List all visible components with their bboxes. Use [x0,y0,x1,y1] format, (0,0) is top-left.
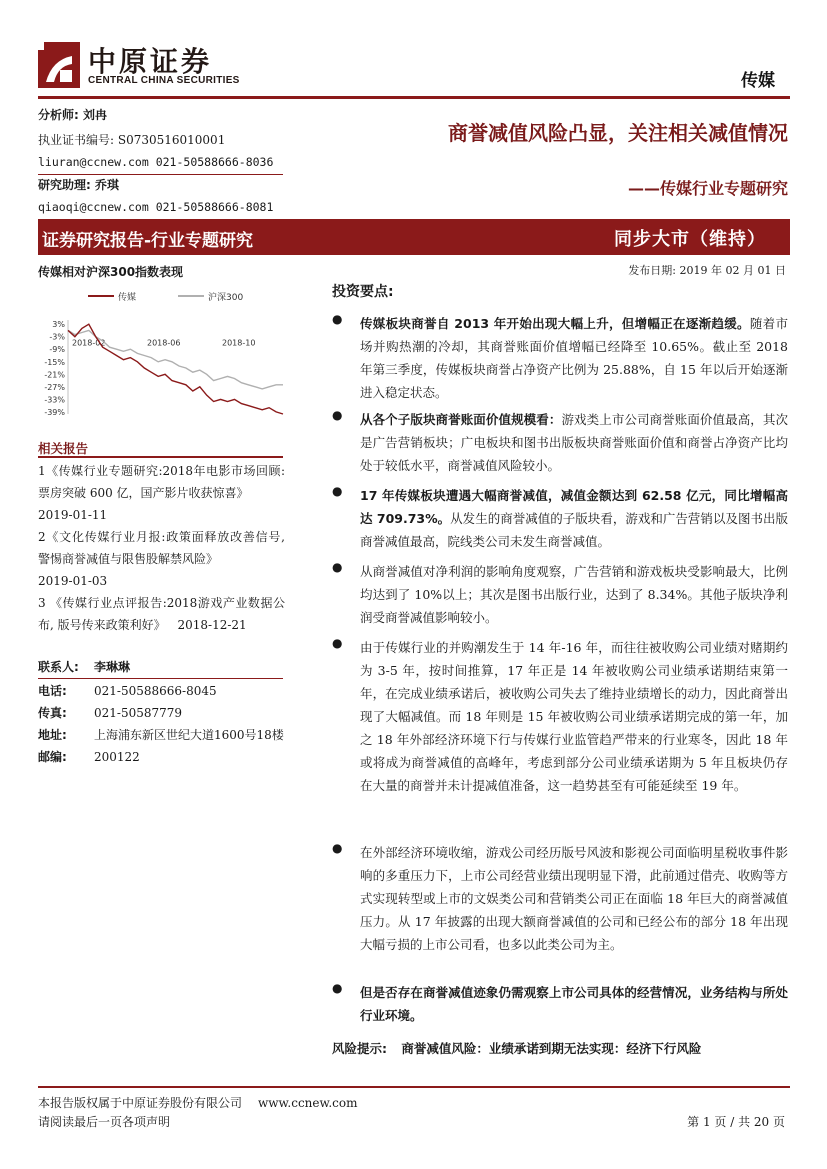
related-item-1[interactable] [38,460,285,526]
analyst-contact: liuran@ccnew.com 021-50588666-8036 [38,155,274,169]
y-tick-label: -15% [44,357,65,367]
publish-date: 发布日期: 2019 年 02 月 01 日 [628,264,786,277]
report-banner [38,219,790,255]
related-item-2[interactable] [38,526,285,592]
performance-chart [38,282,288,422]
related-item-3[interactable] [38,592,285,636]
rating: 同步大市（维持） [614,229,766,250]
footer-notice: 请阅读最后一页各项声明 [38,1115,171,1129]
legend-label: 传媒 [118,293,137,303]
contact-tel: 电话: 021-50588666-8045 [38,684,217,698]
analyst-cert: 执业证书编号: S0730516010001 [38,133,226,147]
contact-zip: 邮编: 200122 [38,750,140,764]
invest-heading: 投资要点: [332,284,394,300]
analyst-name: 分析师: 刘冉 [38,108,107,122]
related-item-date: 2018-12-21 [177,618,247,632]
report-title: 商誉减值风险凸显，关注相关减值情况 [448,121,788,145]
related-item-text: 1《传媒行业专题研究:2018年电影市场回顾: 票房突破 600 亿，国产影片收获惊喜》 [38,464,285,500]
y-tick-label: -9% [49,345,65,355]
risk-items: 商誉减值风险：业绩承诺到期无法实现：经济下行风险 [401,1041,702,1056]
x-tick-label: 2018-02 [72,338,106,348]
contact-fax: 传真: 021-50587779 [38,706,183,720]
company-logo-icon [38,42,80,88]
bullet-2: ● 从各个子版块商誉账面价值规模看：游戏类上市公司商誉账面价值最高，其次是广告营销板块；广电板块和图书出版板块商誉账面价值和商誉占净资产比均处于较低水平，商誉减值风险较小。 [332,408,788,473]
bullet-4: ● 从商誉减值对净利润的影响角度观察，广告营销和游戏板块受影响最大，比例均达到了 10%以上；其次是图书出版行业，达到了 8.34%。其他子版块净利润受商誉减值影响较小。 [332,560,788,625]
bullet-1: ● 传媒板块商誉自 2013 年开始出现大幅上升，但增幅正在逐渐趋缓。随着市场并购热潮的冷却，其商誉账面价值增幅已经降至 10.65%。截止至 2018 年第三季度，传媒板块商誉占净资产比例为 25.88%，自 15 年以后开始逐渐进入稳定状态。 [332,312,788,400]
related-heading: 相关报告 [38,441,89,456]
x-tick-label: 2018-10 [222,338,256,348]
footer-copyright: 本报告版权属于中原证券股份有限公司 www.ccnew.com [38,1096,358,1110]
risk-label: 风险提示: [332,1041,387,1056]
assistant-contact: qiaoqi@ccnew.com 021-50588666-8081 [38,200,274,214]
legend-label: 沪深300 [208,293,244,303]
bullet-icon: ● [332,560,343,574]
y-tick-label: -27% [44,382,65,392]
contact-divider [38,678,283,679]
logo-text-en: CENTRAL CHINA SECURITIES [88,75,240,86]
x-tick-label: 2018-06 [147,338,181,348]
y-tick-label: 3% [52,320,65,330]
bullet-icon: ● [332,312,343,326]
related-item-date: 2019-01-03 [38,574,108,588]
related-item-date: 2019-01-11 [38,508,108,522]
report-type: 证券研究报告-行业专题研究 [42,231,254,251]
sector-label: 传媒 [741,71,775,91]
bullet-icon: ● [332,636,343,650]
footer-divider [38,1086,790,1088]
contact-person: 联系人: 李琳琳 [38,660,131,674]
y-tick-label: -21% [44,370,65,380]
related-divider [38,456,283,458]
bullet-7: ● 但是否存在商誉减值迹象仍需观察上市公司具体的经营情况，业务结构与所处行业环境。 [332,981,788,1023]
bullet-6: ● 在外部经济环境收缩，游戏公司经历版号风波和影视公司面临明星税收事件影响的多重压力下，上市公司经营业绩出现明显下滑，此前通过借壳、收购等方式实现转型或上市的文娱类公司和营销类公司正在面临 18 年巨大的商誉减值压力。从 17 年披露的出现大额商誉减值的公司和已经公布的部分 18 年出现大幅亏损的上市公司看，也多以此类公司为主。 [332,841,788,952]
y-tick-label: -39% [44,407,65,417]
y-tick-label: -3% [49,332,65,342]
risk-warning [332,1039,788,1057]
report-subtitle: ——传媒行业专题研究 [627,179,788,198]
related-item-text: 2《文化传媒行业月报:政策面释放改善信号, 警惕商誉减值与限售股解禁风险》 [38,530,285,566]
bullet-3: ● 17 年传媒板块遭遇大幅商誉减值，减值金额达到 62.58 亿元，同比增幅高达 709.73%。从发生的商誉减值的子版块看，游戏和广告营销以及图书出版商誉减值最高，院线类公司未发生商誉减值。 [332,484,788,549]
bullet-icon: ● [332,408,343,422]
contact-address: 地址: 上海浦东新区世纪大道1600号18楼 [38,728,284,742]
series-line-传媒 [68,324,283,414]
related-item-text: 3 《传媒行业点评报告:2018游戏产业数据公布, 版号传来政策利好》 [38,596,285,632]
page-number: 第 1 页 / 共 20 页 [687,1115,785,1129]
bullet-icon: ● [332,841,343,855]
assistant-name: 研究助理: 乔琪 [38,178,119,192]
bullet-5: ● 由于传媒行业的并购潮发生于 14 年-16 年，而往往被收购公司业绩对赌期约为 3-5 年，按时间推算，17 年正是 14 年被收购公司业绩承诺期结束第一年，在完成业绩承诺后，被收购公司失去了维持业绩增长的动力，因此商誉出现了大幅减值。而 18 年则是 15 年被收购公司业绩承诺期完成的第一年，加之 18 年外部经济环境下行与传媒行业监管趋严带来的行业寒冬，因此 18 年或将成为商誉减值的高峰年，考虑到部分公司业绩承诺期为 5 年且板块仍存在大量的商誉并未计提减值准备，这一趋势甚至有可能延续至 19 年。 [332,636,788,793]
chart-title: 传媒相对沪深300指数表现 [38,265,184,279]
header-divider [38,96,790,99]
bullet-icon: ● [332,981,343,995]
y-tick-label: -33% [44,395,65,405]
logo-text-cn: 中原证券 [88,45,213,78]
analyst-divider [38,174,283,175]
bullet-icon: ● [332,484,343,498]
footer-website[interactable]: www.ccnew.com [258,1096,358,1110]
